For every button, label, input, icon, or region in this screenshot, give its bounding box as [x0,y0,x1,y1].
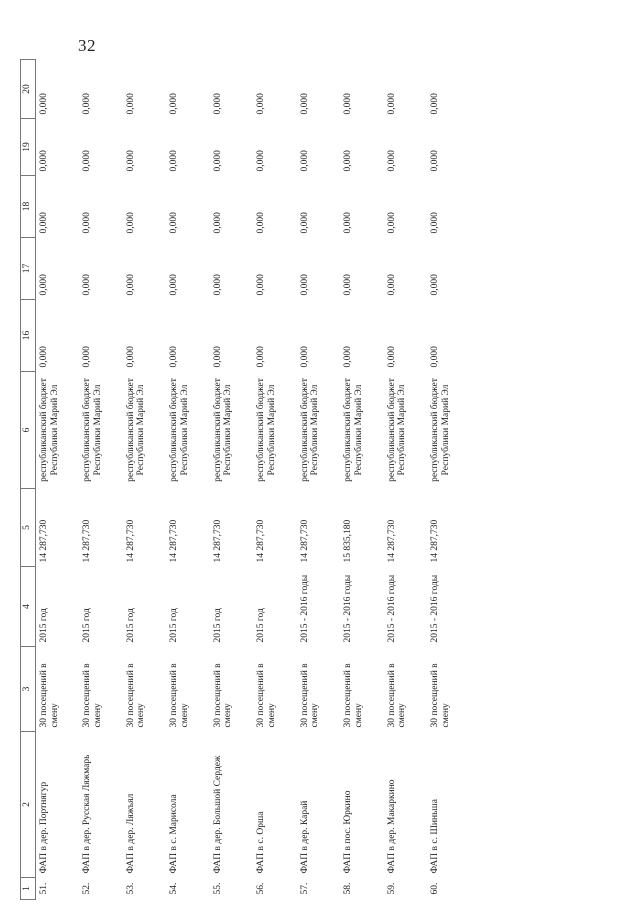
facility-name: ФАП в дер. Ляжъял [125,793,136,874]
value-18: 0,000 [39,212,49,234]
column-header: 19 [21,119,36,176]
value-16: 0,000 [343,346,353,368]
table-row [123,60,167,900]
funding-source: республиканский бюджет Республики Марий Эл [82,378,103,482]
period: 2015 - 2016 годы [299,574,310,643]
cost: 14 287,730 [386,519,397,563]
period: 2015 год [39,608,49,643]
row-number: 55. [212,882,223,895]
value-17: 0,000 [39,274,49,296]
value-20: 0,000 [82,93,92,115]
facility-name: ФАП в с. Марисола [169,794,179,874]
value-16: 0,000 [212,346,223,368]
facilities-table [20,59,471,900]
value-16: 0,000 [430,346,440,368]
column-header: 17 [21,238,36,300]
period: 2015 год [125,608,136,643]
period: 2015 - 2016 годы [430,574,440,643]
value-18: 0,000 [299,212,310,234]
facility-name: ФАП в дер. Русская Ляжмарь [82,754,92,874]
table-row [297,60,341,900]
facility-name: ФАП в с. Шиньша [430,799,440,874]
value-18: 0,000 [169,212,179,234]
value-16: 0,000 [82,346,92,368]
value-20: 0,000 [169,93,179,115]
period: 2015 год [212,608,223,643]
table-row [166,60,210,900]
row-number: 58. [343,882,353,895]
page-number: 32 [78,36,96,55]
cost: 15 835,180 [343,519,353,563]
value-20: 0,000 [125,93,136,115]
value-19: 0,000 [343,150,353,172]
value-16: 0,000 [125,346,136,368]
value-18: 0,000 [212,212,223,234]
capacity: 30 посещений в смену [343,663,364,728]
value-17: 0,000 [212,274,223,296]
value-19: 0,000 [125,150,136,172]
row-number: 56. [256,882,266,895]
row-number: 52. [82,882,92,895]
value-17: 0,000 [343,274,353,296]
value-19: 0,000 [256,150,266,172]
period: 2015 - 2016 годы [386,574,397,643]
period: 2015 год [82,608,92,643]
value-17: 0,000 [169,274,179,296]
value-16: 0,000 [256,346,266,368]
value-19: 0,000 [169,150,179,172]
value-20: 0,000 [299,93,310,115]
column-header: 5 [21,489,36,567]
cost: 14 287,730 [125,519,136,563]
cost: 14 287,730 [430,519,440,563]
table-row [36,60,80,900]
funding-source: республиканский бюджет Республики Марий Эл [386,378,408,482]
value-17: 0,000 [256,274,266,296]
cost: 14 287,730 [212,519,223,563]
funding-source: республиканский бюджет Республики Марий Эл [430,378,451,482]
value-16: 0,000 [299,346,310,368]
value-18: 0,000 [256,212,266,234]
value-20: 0,000 [386,93,397,115]
facility-name: ФАП в пос. Юркино [343,790,353,874]
facility-name: ФАП в с. Орша [256,811,266,874]
value-17: 0,000 [125,274,136,296]
value-17: 0,000 [82,274,92,296]
period: 2015 год [169,608,179,643]
capacity: 30 посещений в смену [125,663,147,728]
funding-source: республиканский бюджет Республики Марий Эл [343,378,364,482]
column-header: 2 [21,732,36,878]
column-header: 4 [21,567,36,647]
funding-source: республиканский бюджет Республики Марий Эл [256,378,277,482]
table-row [210,60,254,900]
value-20: 0,000 [212,93,223,115]
column-header: 18 [21,176,36,238]
value-19: 0,000 [39,150,49,172]
value-20: 0,000 [343,93,353,115]
cost: 14 287,730 [299,519,310,563]
value-18: 0,000 [386,212,397,234]
capacity: 30 посещений в смену [299,663,321,728]
funding-source: республиканский бюджет Республики Марий Эл [299,378,321,482]
value-18: 0,000 [82,212,92,234]
period: 2015 год [256,608,266,643]
funding-source: республиканский бюджет Республики Марий Эл [39,378,60,482]
table-row [253,60,297,900]
value-20: 0,000 [39,93,49,115]
value-19: 0,000 [82,150,92,172]
value-17: 0,000 [430,274,440,296]
funding-source: республиканский бюджет Республики Марий Эл [169,378,190,482]
period: 2015 - 2016 годы [343,574,353,643]
facility-name: ФАП в дер. Карай [299,800,310,874]
column-header: 16 [21,300,36,372]
value-16: 0,000 [169,346,179,368]
value-18: 0,000 [125,212,136,234]
header-row [21,60,36,900]
value-18: 0,000 [343,212,353,234]
value-19: 0,000 [212,150,223,172]
document-sheet [20,60,616,900]
funding-source: республиканский бюджет Республики Марий Эл [212,378,234,482]
capacity: 30 посещений в смену [169,663,190,728]
capacity: 30 посещений в смену [39,663,60,728]
row-number: 57. [299,882,310,895]
table-row [427,60,471,900]
row-number: 51. [39,882,49,895]
table-row [340,60,384,900]
column-header: 1 [21,878,36,900]
value-16: 0,000 [386,346,397,368]
table-row [79,60,123,900]
value-17: 0,000 [299,274,310,296]
value-17: 0,000 [386,274,397,296]
table-row [384,60,428,900]
value-19: 0,000 [386,150,397,172]
capacity: 30 посещений в смену [386,663,408,728]
cost: 14 287,730 [82,519,92,563]
capacity: 30 посещений в смену [82,663,103,728]
row-number: 54. [169,882,179,895]
column-header: 6 [21,372,36,489]
value-19: 0,000 [299,150,310,172]
row-number: 59. [386,882,397,895]
column-header: 20 [21,60,36,119]
facility-name: ФАП в дер. Большой Сердеж [212,755,223,874]
capacity: 30 посещений в смену [212,663,234,728]
cost: 14 287,730 [169,519,179,563]
facility-name: ФАП в дер. Портнягур [39,781,49,874]
capacity: 30 посещений в смену [430,663,451,728]
column-header: 3 [21,647,36,732]
value-16: 0,000 [39,346,49,368]
funding-source: республиканский бюджет Республики Марий Эл [125,378,147,482]
facility-name: ФАП в дер. Макаркино [386,779,397,874]
value-20: 0,000 [256,93,266,115]
cost: 14 287,730 [39,519,49,563]
row-number: 53. [125,882,136,895]
cost: 14 287,730 [256,519,266,563]
value-18: 0,000 [430,212,440,234]
value-20: 0,000 [430,93,440,115]
capacity: 30 посещений в смену [256,663,277,728]
value-19: 0,000 [430,150,440,172]
row-number: 60. [430,882,440,895]
